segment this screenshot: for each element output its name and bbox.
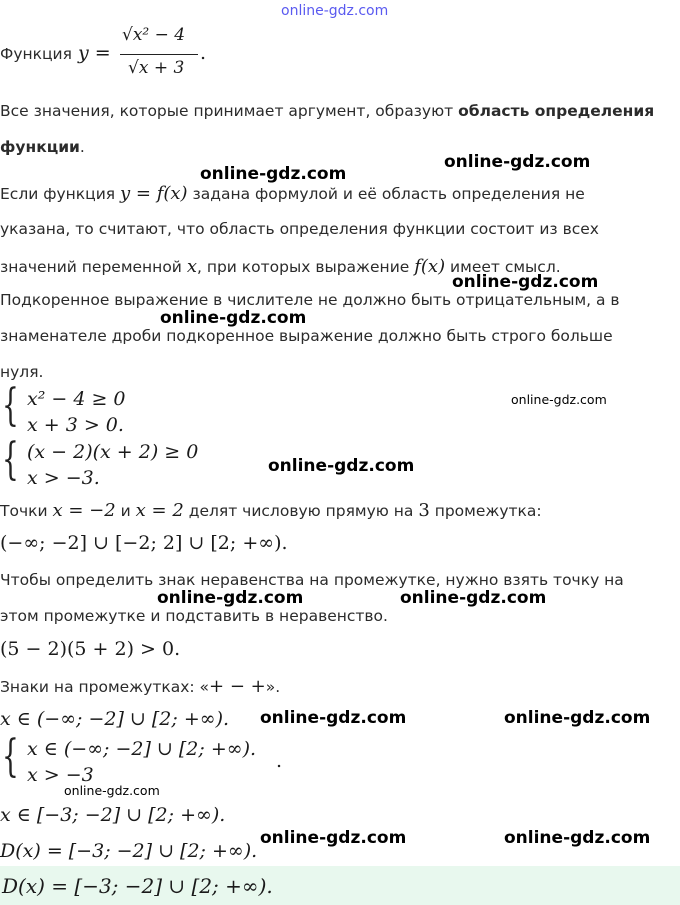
watermark: online-gdz.com <box>444 152 591 172</box>
watermark: online-gdz.com <box>400 588 547 608</box>
paragraph-4-line2: этом промежутке и подставить в неравенство. <box>0 607 388 625</box>
system-brace: { <box>2 731 19 782</box>
watermark: online-gdz.com <box>511 392 607 407</box>
watermark: online-gdz.com <box>64 783 160 798</box>
text: Знаки на промежутках: « <box>0 678 210 696</box>
paragraph-1-line1 <box>0 102 654 120</box>
points-line <box>0 500 542 521</box>
math: y = f(x) <box>120 183 188 204</box>
solution-2: x ∈ [−3; −2] ∪ [2; +∞). <box>0 804 226 826</box>
watermark: online-gdz.com <box>200 164 347 184</box>
paragraph-3-line2: знаменателе дроби подкоренное выражение должно быть строго больше <box>0 327 613 345</box>
check-expression: (5 − 2)(5 + 2) > 0. <box>0 638 181 660</box>
system2-line2: x > −3. <box>27 467 100 489</box>
system3-line2: x > −3 <box>27 764 94 786</box>
math: 3 <box>418 500 430 521</box>
paragraph-1-line2 <box>0 138 85 156</box>
text: промежутка: <box>434 502 542 520</box>
text: . <box>79 138 85 156</box>
text: значений переменной <box>0 258 182 276</box>
watermark: online-gdz.com <box>268 456 415 476</box>
text: , при которых выражение <box>196 258 410 276</box>
math: + − + <box>209 676 266 697</box>
fraction-bar <box>120 54 198 55</box>
watermark: online-gdz.com <box>160 308 307 328</box>
system1-line1: x² − 4 ≥ 0 <box>27 388 126 410</box>
text: делят числовую прямую на <box>188 502 414 520</box>
watermark: online-gdz.com <box>157 588 304 608</box>
bold-term-cont: функции <box>0 138 80 156</box>
text: задана формулой и её область определения не <box>192 185 585 203</box>
system2-line1: (x − 2)(x + 2) ≥ 0 <box>27 441 199 463</box>
system-brace: { <box>2 434 19 485</box>
math: x <box>186 256 197 277</box>
math: x = 2 <box>135 500 184 521</box>
text: и <box>120 502 131 520</box>
bold-term: область определения <box>458 102 655 120</box>
system1-line2: x + 3 > 0. <box>27 414 124 436</box>
system-brace: { <box>2 380 19 431</box>
watermark: online-gdz.com <box>260 708 407 728</box>
text: Если функция <box>0 185 116 203</box>
watermark: online-gdz.com <box>504 828 651 848</box>
paragraph-3-line1: Подкоренное выражение в числителе не должно быть отрицательным, а в <box>0 291 620 309</box>
system3-line1: x ∈ (−∞; −2] ∪ [2; +∞). <box>27 738 257 760</box>
domain-result: D(x) = [−3; −2] ∪ [2; +∞). <box>0 840 258 862</box>
top-watermark: online-gdz.com <box>281 3 389 19</box>
answer: D(x) = [−3; −2] ∪ [2; +∞). <box>2 874 273 898</box>
watermark: online-gdz.com <box>504 708 651 728</box>
watermark: online-gdz.com <box>452 272 599 292</box>
math: f(x) <box>414 256 446 277</box>
function-denominator: √x + 3 <box>128 58 185 78</box>
paragraph-3-line3: нуля. <box>0 363 44 381</box>
math: x = −2 <box>52 500 116 521</box>
signs-line <box>0 676 280 697</box>
text: Все значения, которые принимает аргумент, образуют <box>0 102 454 120</box>
text: ». <box>265 678 281 696</box>
watermark: online-gdz.com <box>260 828 407 848</box>
system3-dot: . <box>276 750 283 772</box>
solution-1: x ∈ (−∞; −2] ∪ [2; +∞). <box>0 708 230 730</box>
paragraph-2-line2: указана, то считают, что область определения функции состоит из всех <box>0 220 599 238</box>
paragraph-4-line1: Чтобы определить знак неравенства на промежутке, нужно взять точку на <box>0 571 624 589</box>
text: Точки <box>0 502 48 520</box>
text: имеет смысл. <box>450 258 561 276</box>
function-label: Функция <box>0 45 72 63</box>
paragraph-2-line1 <box>0 183 585 204</box>
function-numerator: √x² − 4 <box>122 25 186 45</box>
intervals: (−∞; −2] ∪ [−2; 2] ∪ [2; +∞). <box>0 532 288 554</box>
function-y: y = <box>78 42 111 64</box>
